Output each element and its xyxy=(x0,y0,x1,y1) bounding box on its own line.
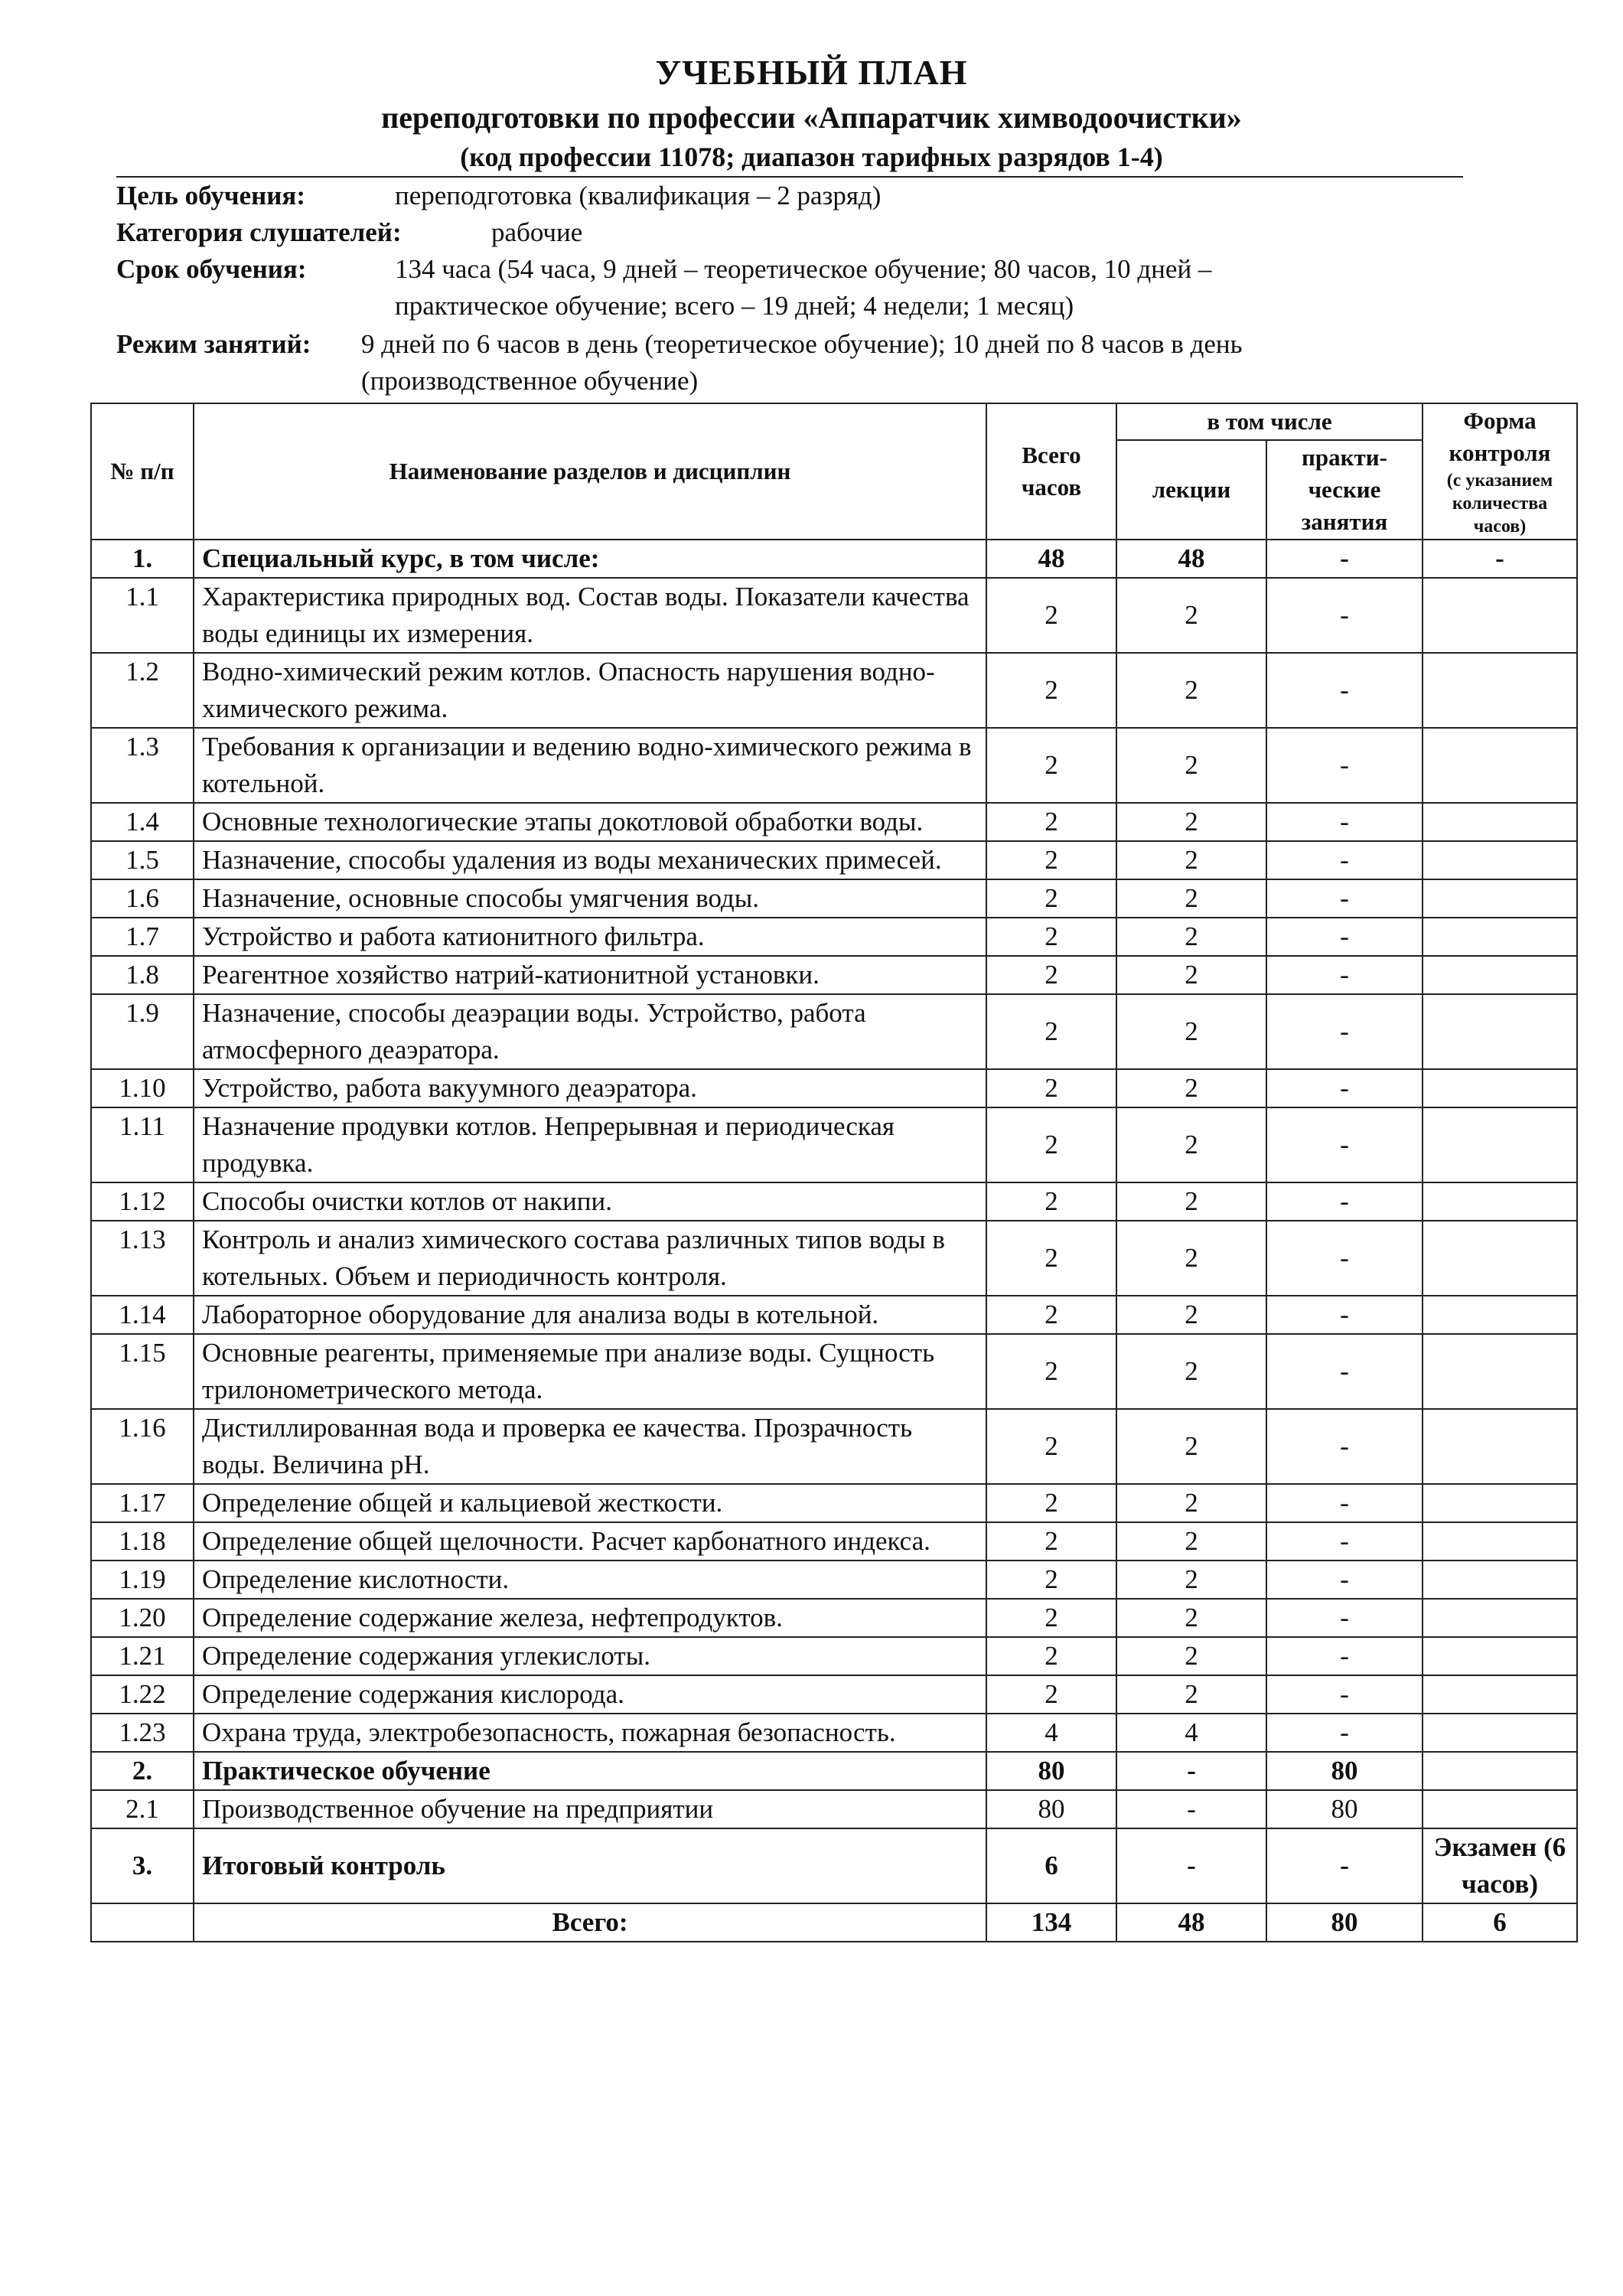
duration-value-1: 134 часа (54 часа, 9 дней – теоретическое обучение; 80 часов, 10 дней – xyxy=(395,254,1212,284)
cell-name: Реагентное хозяйство натрий-катионитной установки. xyxy=(194,956,986,994)
table-row xyxy=(91,1221,1577,1296)
document-subtitle: переподготовки по профессии «Аппаратчик химводоочистки» xyxy=(381,100,1242,135)
cell-total: 2 xyxy=(986,1522,1116,1561)
cell-lectures: 2 xyxy=(1116,1069,1266,1107)
table-row xyxy=(91,1484,1577,1522)
cell-name: Определение кислотности. xyxy=(194,1561,986,1599)
cell-total: 2 xyxy=(986,918,1116,956)
cell-lectures: 2 xyxy=(1116,578,1266,653)
table-row xyxy=(91,653,1577,728)
cell-total: 2 xyxy=(986,1069,1116,1107)
totals-control: 6 xyxy=(1423,1903,1577,1942)
cell-practice: - xyxy=(1266,653,1423,728)
cell-num: 1.10 xyxy=(91,1069,194,1107)
cell-name: Требования к организации и ведению водно-химического режима в котельной. xyxy=(194,728,986,803)
header-practice: практи-ческие занятия xyxy=(1266,440,1423,540)
cell-num: 1.13 xyxy=(91,1221,194,1296)
cell-total: 2 xyxy=(986,1484,1116,1522)
cell-control xyxy=(1423,1182,1577,1221)
cell-name: Назначение, способы деаэрации воды. Устройство, работа атмосферного деаэратора. xyxy=(194,994,986,1069)
cell-name: Определение содержание железа, нефтепродуктов. xyxy=(194,1599,986,1637)
cell-total: 2 xyxy=(986,1675,1116,1714)
cell-practice: - xyxy=(1266,1221,1423,1296)
cell-practice: - xyxy=(1266,841,1423,879)
cell-control: - xyxy=(1423,540,1577,578)
cell-lectures: 2 xyxy=(1116,1675,1266,1714)
cell-total: 6 xyxy=(986,1828,1116,1903)
cell-name: Основные технологические этапы докотловой обработки воды. xyxy=(194,803,986,841)
cell-total: 2 xyxy=(986,1107,1116,1182)
cell-total: 2 xyxy=(986,1296,1116,1334)
totals-num-cell xyxy=(91,1903,194,1942)
cell-total: 4 xyxy=(986,1714,1116,1752)
cell-lectures: - xyxy=(1116,1790,1266,1828)
cell-name: Специальный курс, в том числе: xyxy=(194,540,986,578)
profession-code-line: (код профессии 11078; диапазон тарифных разрядов 1-4) xyxy=(460,142,1163,172)
cell-num: 1.20 xyxy=(91,1599,194,1637)
cell-control xyxy=(1423,1296,1577,1334)
cell-lectures: 48 xyxy=(1116,540,1266,578)
category-label: Категория слушателей: xyxy=(116,217,402,247)
cell-lectures: 2 xyxy=(1116,1221,1266,1296)
cell-total: 2 xyxy=(986,1409,1116,1484)
cell-lectures: 2 xyxy=(1116,1599,1266,1637)
cell-lectures: 2 xyxy=(1116,879,1266,918)
table-row xyxy=(91,1069,1577,1107)
totals-total: 134 xyxy=(986,1903,1116,1942)
cell-lectures: 2 xyxy=(1116,918,1266,956)
header-name: Наименование разделов и дисциплин xyxy=(194,403,986,540)
cell-name: Устройство и работа катионитного фильтра. xyxy=(194,918,986,956)
cell-control xyxy=(1423,1069,1577,1107)
duration-line xyxy=(116,251,1212,288)
cell-num: 1.2 xyxy=(91,653,194,728)
cell-lectures: 4 xyxy=(1116,1714,1266,1752)
header-total: Всего часов xyxy=(986,403,1116,540)
mode-value-2: (производственное обучение) xyxy=(361,366,699,396)
cell-control xyxy=(1423,1107,1577,1182)
header-lectures: лекции xyxy=(1116,440,1266,540)
header-num: № п/п xyxy=(91,403,194,540)
cell-practice: - xyxy=(1266,540,1423,578)
cell-lectures: 2 xyxy=(1116,994,1266,1069)
cell-name: Определение общей щелочности. Расчет карбонатного индекса. xyxy=(194,1522,986,1561)
table-row xyxy=(91,1828,1577,1903)
cell-practice: - xyxy=(1266,956,1423,994)
cell-num: 1.7 xyxy=(91,918,194,956)
cell-practice: 80 xyxy=(1266,1790,1423,1828)
cell-lectures: 2 xyxy=(1116,956,1266,994)
table-row xyxy=(91,994,1577,1069)
cell-practice: - xyxy=(1266,1334,1423,1409)
cell-num: 1. xyxy=(91,540,194,578)
cell-name: Лабораторное оборудование для анализа воды в котельной. xyxy=(194,1296,986,1334)
cell-practice: - xyxy=(1266,1069,1423,1107)
goal-value: переподготовка (квалификация – 2 разряд) xyxy=(395,181,882,210)
cell-total: 2 xyxy=(986,1561,1116,1599)
cell-total: 80 xyxy=(986,1752,1116,1790)
cell-practice: - xyxy=(1266,1714,1423,1752)
cell-lectures: 2 xyxy=(1116,803,1266,841)
cell-num: 1.19 xyxy=(91,1561,194,1599)
cell-name: Основные реагенты, применяемые при анализе воды. Сущность трилонометрического метода. xyxy=(194,1334,986,1409)
cell-num: 1.4 xyxy=(91,803,194,841)
cell-lectures: 2 xyxy=(1116,1409,1266,1484)
cell-practice: - xyxy=(1266,1637,1423,1675)
cell-name: Характеристика природных вод. Состав воды. Показатели качества воды единицы их измерения. xyxy=(194,578,986,653)
cell-total: 80 xyxy=(986,1790,1116,1828)
cell-num: 1.14 xyxy=(91,1296,194,1334)
table-row xyxy=(91,1752,1577,1790)
curriculum-table xyxy=(90,403,1578,1942)
cell-num: 1.8 xyxy=(91,956,194,994)
cell-lectures: 2 xyxy=(1116,1561,1266,1599)
cell-control xyxy=(1423,1484,1577,1522)
cell-name: Итоговый контроль xyxy=(194,1828,986,1903)
cell-control xyxy=(1423,1675,1577,1714)
cell-control xyxy=(1423,918,1577,956)
cell-lectures: 2 xyxy=(1116,1107,1266,1182)
cell-practice: - xyxy=(1266,1107,1423,1182)
cell-control xyxy=(1423,1561,1577,1599)
cell-name: Контроль и анализ химического состава различных типов воды в котельных. Объем и периодичность контроля. xyxy=(194,1221,986,1296)
table-row xyxy=(91,1409,1577,1484)
table-row xyxy=(91,1522,1577,1561)
cell-name: Устройство, работа вакуумного деаэратора. xyxy=(194,1069,986,1107)
cell-control xyxy=(1423,879,1577,918)
mode-label: Режим занятий: xyxy=(116,329,311,359)
document-title: УЧЕБНЫЙ ПЛАН xyxy=(655,53,968,92)
cell-name: Определение содержания углекислоты. xyxy=(194,1637,986,1675)
cell-name: Производственное обучение на предприятии xyxy=(194,1790,986,1828)
totals-practice: 80 xyxy=(1266,1903,1423,1942)
cell-num: 1.1 xyxy=(91,578,194,653)
cell-practice: - xyxy=(1266,994,1423,1069)
cell-lectures: 2 xyxy=(1116,653,1266,728)
cell-total: 2 xyxy=(986,1334,1116,1409)
header-control-main: Форма контроля xyxy=(1449,407,1551,466)
table-row xyxy=(91,1790,1577,1828)
cell-name: Дистиллированная вода и проверка ее качества. Прозрачность воды. Величина pH. xyxy=(194,1409,986,1484)
totals-lectures: 48 xyxy=(1116,1903,1266,1942)
cell-total: 2 xyxy=(986,1221,1116,1296)
cell-name: Определение содержания кислорода. xyxy=(194,1675,986,1714)
cell-practice: - xyxy=(1266,1675,1423,1714)
cell-num: 2. xyxy=(91,1752,194,1790)
table-row xyxy=(91,879,1577,918)
cell-total: 2 xyxy=(986,879,1116,918)
cell-name: Способы очистки котлов от накипи. xyxy=(194,1182,986,1221)
cell-total: 2 xyxy=(986,994,1116,1069)
cell-num: 1.12 xyxy=(91,1182,194,1221)
cell-control xyxy=(1423,1221,1577,1296)
cell-practice: 80 xyxy=(1266,1752,1423,1790)
cell-num: 1.18 xyxy=(91,1522,194,1561)
table-row xyxy=(91,1182,1577,1221)
cell-lectures: 2 xyxy=(1116,1484,1266,1522)
duration-value-2: практическое обучение; всего – 19 дней; 4 недели; 1 месяц) xyxy=(395,291,1074,321)
header-control-note: (с указанием количества часов) xyxy=(1446,471,1553,536)
totals-row xyxy=(91,1903,1577,1942)
cell-num: 1.11 xyxy=(91,1107,194,1182)
goal-label: Цель обучения: xyxy=(116,181,306,210)
cell-total: 2 xyxy=(986,956,1116,994)
cell-control xyxy=(1423,994,1577,1069)
cell-total: 2 xyxy=(986,841,1116,879)
cell-practice: - xyxy=(1266,1296,1423,1334)
cell-name: Назначение, основные способы умягчения воды. xyxy=(194,879,986,918)
table-row xyxy=(91,578,1577,653)
cell-lectures: 2 xyxy=(1116,1334,1266,1409)
cell-lectures: 2 xyxy=(1116,1637,1266,1675)
cell-lectures: - xyxy=(1116,1752,1266,1790)
cell-num: 3. xyxy=(91,1828,194,1903)
table-row xyxy=(91,728,1577,803)
table-row xyxy=(91,841,1577,879)
table-row xyxy=(91,956,1577,994)
table-row xyxy=(91,1599,1577,1637)
cell-name: Назначение, способы удаления из воды механических примесей. xyxy=(194,841,986,879)
mode-value-1: 9 дней по 6 часов в день (теоретическое обучение); 10 дней по 8 часов в день xyxy=(361,329,1243,359)
cell-practice: - xyxy=(1266,918,1423,956)
cell-control xyxy=(1423,1334,1577,1409)
cell-total: 2 xyxy=(986,653,1116,728)
cell-num: 1.9 xyxy=(91,994,194,1069)
header-control xyxy=(1423,403,1577,540)
cell-num: 2.1 xyxy=(91,1790,194,1828)
cell-control xyxy=(1423,1790,1577,1828)
cell-practice: - xyxy=(1266,1599,1423,1637)
cell-control xyxy=(1423,1637,1577,1675)
cell-num: 1.6 xyxy=(91,879,194,918)
cell-num: 1.21 xyxy=(91,1637,194,1675)
cell-practice: - xyxy=(1266,1182,1423,1221)
cell-practice: - xyxy=(1266,728,1423,803)
cell-control xyxy=(1423,803,1577,841)
cell-lectures: 2 xyxy=(1116,1296,1266,1334)
table-row xyxy=(91,918,1577,956)
table-row xyxy=(91,1675,1577,1714)
cell-total: 2 xyxy=(986,803,1116,841)
header-including: в том числе xyxy=(1116,403,1423,440)
cell-control xyxy=(1423,1752,1577,1790)
cell-control xyxy=(1423,956,1577,994)
cell-total: 48 xyxy=(986,540,1116,578)
cell-name: Определение общей и кальциевой жесткости. xyxy=(194,1484,986,1522)
table-row xyxy=(91,1107,1577,1182)
curriculum-table-body xyxy=(91,540,1577,1903)
cell-num: 1.16 xyxy=(91,1409,194,1484)
cell-name: Охрана труда, электробезопасность, пожарная безопасность. xyxy=(194,1714,986,1752)
cell-lectures: 2 xyxy=(1116,1522,1266,1561)
cell-lectures: 2 xyxy=(1116,1182,1266,1221)
cell-num: 1.15 xyxy=(91,1334,194,1409)
cell-lectures: 2 xyxy=(1116,841,1266,879)
cell-num: 1.22 xyxy=(91,1675,194,1714)
cell-practice: - xyxy=(1266,1828,1423,1903)
cell-lectures: - xyxy=(1116,1828,1266,1903)
cell-control xyxy=(1423,1714,1577,1752)
cell-total: 2 xyxy=(986,1637,1116,1675)
cell-total: 2 xyxy=(986,728,1116,803)
cell-practice: - xyxy=(1266,1561,1423,1599)
cell-control xyxy=(1423,578,1577,653)
table-row xyxy=(91,1714,1577,1752)
category-line xyxy=(116,214,583,251)
table-row xyxy=(91,1334,1577,1409)
cell-control xyxy=(1423,1409,1577,1484)
cell-num: 1.5 xyxy=(91,841,194,879)
duration-label: Срок обучения: xyxy=(116,254,307,284)
mode-line xyxy=(116,326,1243,363)
table-row xyxy=(91,803,1577,841)
cell-num: 1.3 xyxy=(91,728,194,803)
cell-practice: - xyxy=(1266,1484,1423,1522)
table-row xyxy=(91,540,1577,578)
cell-total: 2 xyxy=(986,1599,1116,1637)
cell-name: Водно-химический режим котлов. Опасность нарушения водно-химического режима. xyxy=(194,653,986,728)
cell-practice: - xyxy=(1266,1522,1423,1561)
table-row xyxy=(91,1561,1577,1599)
cell-control xyxy=(1423,1522,1577,1561)
cell-control xyxy=(1423,841,1577,879)
table-row xyxy=(91,1637,1577,1675)
cell-practice: - xyxy=(1266,578,1423,653)
cell-total: 2 xyxy=(986,578,1116,653)
cell-name: Практическое обучение xyxy=(194,1752,986,1790)
cell-practice: - xyxy=(1266,803,1423,841)
cell-lectures: 2 xyxy=(1116,728,1266,803)
table-row xyxy=(91,1296,1577,1334)
cell-control xyxy=(1423,1599,1577,1637)
cell-practice: - xyxy=(1266,1409,1423,1484)
cell-practice: - xyxy=(1266,879,1423,918)
cell-total: 2 xyxy=(986,1182,1116,1221)
goal-line xyxy=(116,178,882,214)
cell-num: 1.23 xyxy=(91,1714,194,1752)
cell-control xyxy=(1423,728,1577,803)
cell-name: Назначение продувки котлов. Непрерывная и периодическая продувка. xyxy=(194,1107,986,1182)
cell-num: 1.17 xyxy=(91,1484,194,1522)
cell-control xyxy=(1423,653,1577,728)
category-value: рабочие xyxy=(491,217,583,247)
cell-control: Экзамен (6 часов) xyxy=(1423,1828,1577,1903)
totals-label: Всего: xyxy=(194,1903,986,1942)
